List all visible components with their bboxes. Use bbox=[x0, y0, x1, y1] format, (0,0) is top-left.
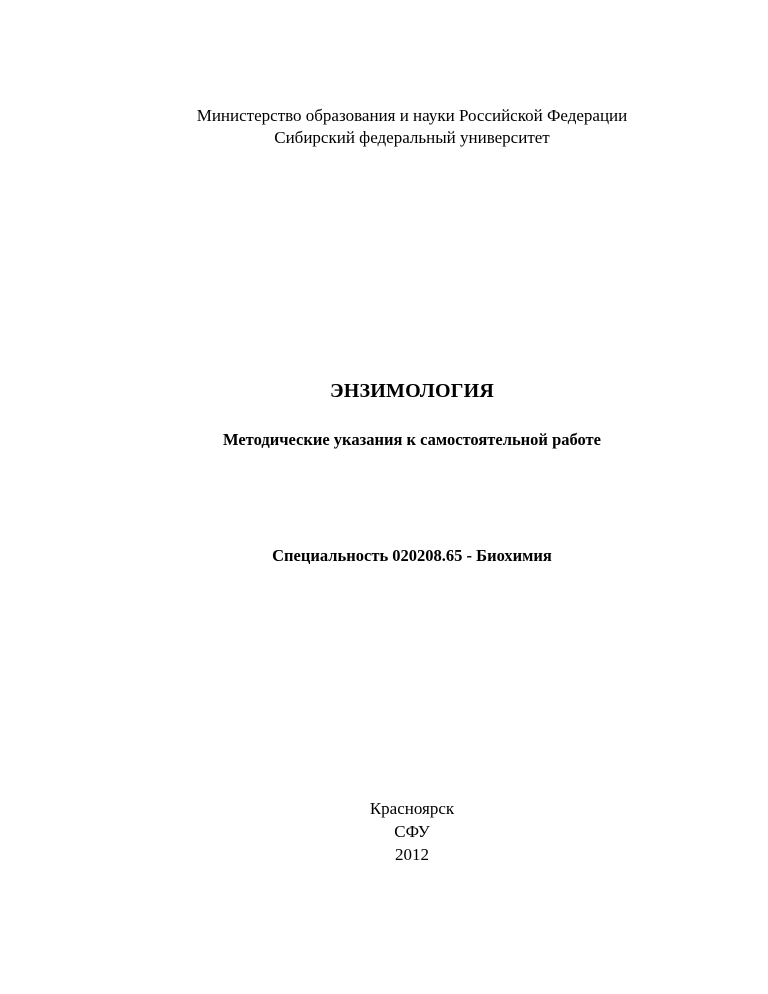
imprint-publisher: СФУ bbox=[394, 822, 430, 841]
document-subtitle: Методические указания к самостоятельной работе bbox=[223, 430, 601, 449]
ministry-name: Министерство образования и науки Российской Федерации bbox=[196, 106, 628, 125]
imprint-year: 2012 bbox=[395, 845, 429, 864]
imprint-city: Красноярск bbox=[369, 799, 455, 818]
document-title: ЭНЗИМОЛОГИЯ bbox=[329, 380, 495, 402]
university-name: Сибирский федеральный университет bbox=[274, 128, 550, 147]
specialty-line: Специальность 020208.65 - Биохимия bbox=[272, 546, 552, 565]
